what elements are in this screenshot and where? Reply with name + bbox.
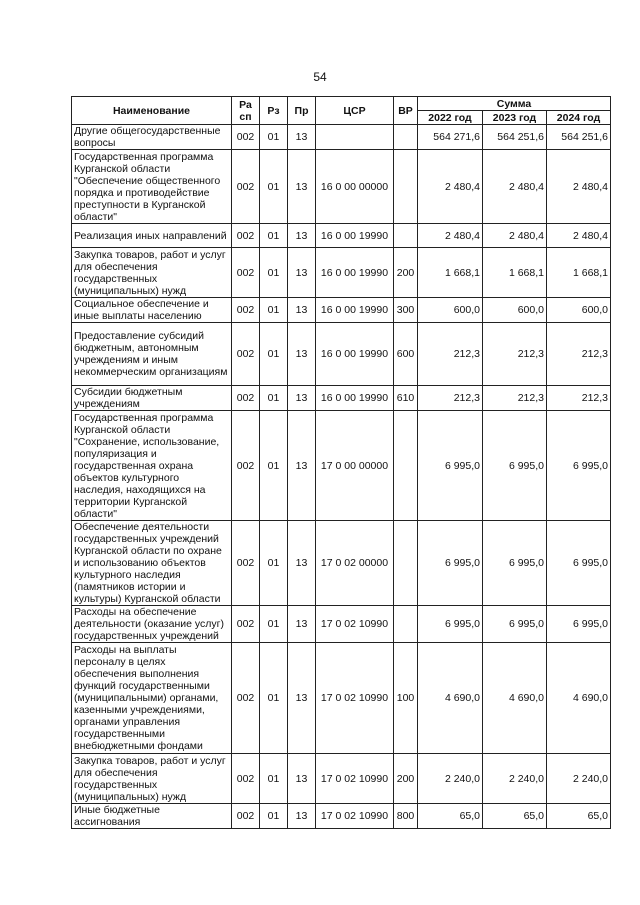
cell-vr [394,606,418,643]
cell-csr: 17 0 02 10990 [316,606,394,643]
header-row [72,97,611,111]
col-header-rasp: Ра сп [232,97,260,125]
cell-2023: 564 251,6 [483,125,547,150]
cell-csr: 16 0 00 19990 [316,298,394,323]
cell-vr: 200 [394,754,418,804]
cell-rasp: 002 [232,754,260,804]
cell-rz: 01 [260,386,288,411]
cell-2022: 564 271,6 [418,125,483,150]
cell-rz: 01 [260,804,288,829]
cell-name: Реализация иных направлений [72,224,232,248]
table-row [72,224,611,248]
cell-name: Государственная программа Курганской области "Сохранение, использование, популяризация и государственная охрана объектов культурного наследия, находящихся на территории Курганской области" [72,411,232,521]
cell-rasp: 002 [232,411,260,521]
cell-csr [316,125,394,150]
col-header-2023: 2023 год [483,111,547,125]
table-row [72,150,611,224]
cell-rasp: 002 [232,248,260,298]
cell-2024: 6 995,0 [547,606,611,643]
cell-2023: 2 480,4 [483,224,547,248]
col-header-vr: ВР [394,97,418,125]
cell-2023: 6 995,0 [483,521,547,606]
col-header-sum: Сумма [418,97,611,111]
cell-vr [394,224,418,248]
cell-rz: 01 [260,754,288,804]
cell-2024: 2 480,4 [547,150,611,224]
cell-2024: 212,3 [547,323,611,386]
cell-2023: 4 690,0 [483,643,547,754]
table-body [72,125,611,829]
cell-rasp: 002 [232,224,260,248]
cell-csr: 16 0 00 00000 [316,150,394,224]
cell-2024: 2 240,0 [547,754,611,804]
cell-2024: 6 995,0 [547,411,611,521]
table-row [72,521,611,606]
cell-rz: 01 [260,521,288,606]
cell-2022: 600,0 [418,298,483,323]
cell-rasp: 002 [232,643,260,754]
cell-pr: 13 [288,125,316,150]
cell-2022: 2 480,4 [418,224,483,248]
cell-rasp: 002 [232,323,260,386]
cell-name: Субсидии бюджетным учреждениям [72,386,232,411]
cell-rasp: 002 [232,804,260,829]
table-row [72,411,611,521]
cell-name: Иные бюджетные ассигнования [72,804,232,829]
cell-rz: 01 [260,298,288,323]
cell-2022: 6 995,0 [418,411,483,521]
cell-name: Расходы на обеспечение деятельности (оказание услуг) государственных учреждений [72,606,232,643]
cell-2024: 2 480,4 [547,224,611,248]
table-row [72,386,611,411]
table-row [72,606,611,643]
col-header-name: Наименование [72,97,232,125]
cell-2023: 1 668,1 [483,248,547,298]
cell-2023: 6 995,0 [483,606,547,643]
cell-2023: 212,3 [483,386,547,411]
cell-2022: 212,3 [418,323,483,386]
cell-pr: 13 [288,804,316,829]
cell-vr [394,521,418,606]
cell-vr: 100 [394,643,418,754]
cell-pr: 13 [288,323,316,386]
cell-name: Социальное обеспечение и иные выплаты населению [72,298,232,323]
cell-2023: 65,0 [483,804,547,829]
cell-pr: 13 [288,643,316,754]
table-row [72,298,611,323]
cell-rz: 01 [260,606,288,643]
cell-rasp: 002 [232,386,260,411]
cell-rasp: 002 [232,606,260,643]
cell-2023: 2 240,0 [483,754,547,804]
table-row [72,643,611,754]
cell-csr: 17 0 02 10990 [316,643,394,754]
cell-rz: 01 [260,150,288,224]
col-header-csr: ЦСР [316,97,394,125]
cell-rz: 01 [260,224,288,248]
cell-pr: 13 [288,150,316,224]
cell-2022: 1 668,1 [418,248,483,298]
cell-2024: 6 995,0 [547,521,611,606]
cell-name: Обеспечение деятельности государственных учреждений Курганской области по охране и использованию объектов культурного наследия (памятников истории и культуры) Курганской области [72,521,232,606]
col-header-pr: Пр [288,97,316,125]
cell-2022: 6 995,0 [418,521,483,606]
cell-2023: 212,3 [483,323,547,386]
cell-csr: 17 0 00 00000 [316,411,394,521]
cell-pr: 13 [288,298,316,323]
col-header-2024: 2024 год [547,111,611,125]
cell-csr: 16 0 00 19990 [316,224,394,248]
table-row [72,804,611,829]
cell-name: Государственная программа Курганской области "Обеспечение общественного порядка и противодействие преступности в Курганской области" [72,150,232,224]
cell-rz: 01 [260,248,288,298]
table-row [72,248,611,298]
cell-pr: 13 [288,248,316,298]
cell-2024: 1 668,1 [547,248,611,298]
cell-vr [394,125,418,150]
cell-csr: 17 0 02 10990 [316,804,394,829]
cell-rasp: 002 [232,125,260,150]
cell-2023: 2 480,4 [483,150,547,224]
cell-pr: 13 [288,386,316,411]
col-header-rz: Рз [260,97,288,125]
cell-2022: 4 690,0 [418,643,483,754]
cell-2022: 2 240,0 [418,754,483,804]
cell-2024: 564 251,6 [547,125,611,150]
cell-2022: 65,0 [418,804,483,829]
cell-rz: 01 [260,643,288,754]
cell-rasp: 002 [232,298,260,323]
cell-name: Закупка товаров, работ и услуг для обеспечения государственных (муниципальных) нужд [72,754,232,804]
col-header-2022: 2022 год [418,111,483,125]
cell-2022: 2 480,4 [418,150,483,224]
cell-name: Расходы на выплаты персоналу в целях обеспечения выполнения функций государственными (муниципальными) органами, казенными учреждениями, органами управления государственными внебюджетными фондами [72,643,232,754]
cell-2024: 600,0 [547,298,611,323]
cell-rasp: 002 [232,521,260,606]
cell-vr: 600 [394,323,418,386]
table-row [72,754,611,804]
cell-rz: 01 [260,411,288,521]
cell-pr: 13 [288,224,316,248]
cell-2023: 600,0 [483,298,547,323]
cell-pr: 13 [288,606,316,643]
cell-vr: 800 [394,804,418,829]
cell-vr: 300 [394,298,418,323]
page-number: 54 [313,70,327,84]
cell-csr: 16 0 00 19990 [316,248,394,298]
cell-csr: 16 0 00 19990 [316,323,394,386]
cell-rz: 01 [260,323,288,386]
cell-vr: 610 [394,386,418,411]
cell-vr [394,150,418,224]
cell-2024: 4 690,0 [547,643,611,754]
cell-csr: 17 0 02 10990 [316,754,394,804]
cell-2024: 212,3 [547,386,611,411]
cell-name: Закупка товаров, работ и услуг для обеспечения государственных (муниципальных) нужд [72,248,232,298]
cell-csr: 16 0 00 19990 [316,386,394,411]
cell-pr: 13 [288,521,316,606]
cell-vr [394,411,418,521]
cell-name: Другие общегосударственные вопросы [72,125,232,150]
cell-2024: 65,0 [547,804,611,829]
cell-rasp: 002 [232,150,260,224]
cell-vr: 200 [394,248,418,298]
budget-table [71,96,611,829]
cell-name: Предоставление субсидий бюджетным, автономным учреждениям и иным некоммерческим организациям [72,323,232,386]
table-row [72,125,611,150]
cell-2022: 6 995,0 [418,606,483,643]
cell-2023: 6 995,0 [483,411,547,521]
table-row [72,323,611,386]
cell-rz: 01 [260,125,288,150]
cell-2022: 212,3 [418,386,483,411]
cell-pr: 13 [288,754,316,804]
cell-pr: 13 [288,411,316,521]
cell-csr: 17 0 02 00000 [316,521,394,606]
